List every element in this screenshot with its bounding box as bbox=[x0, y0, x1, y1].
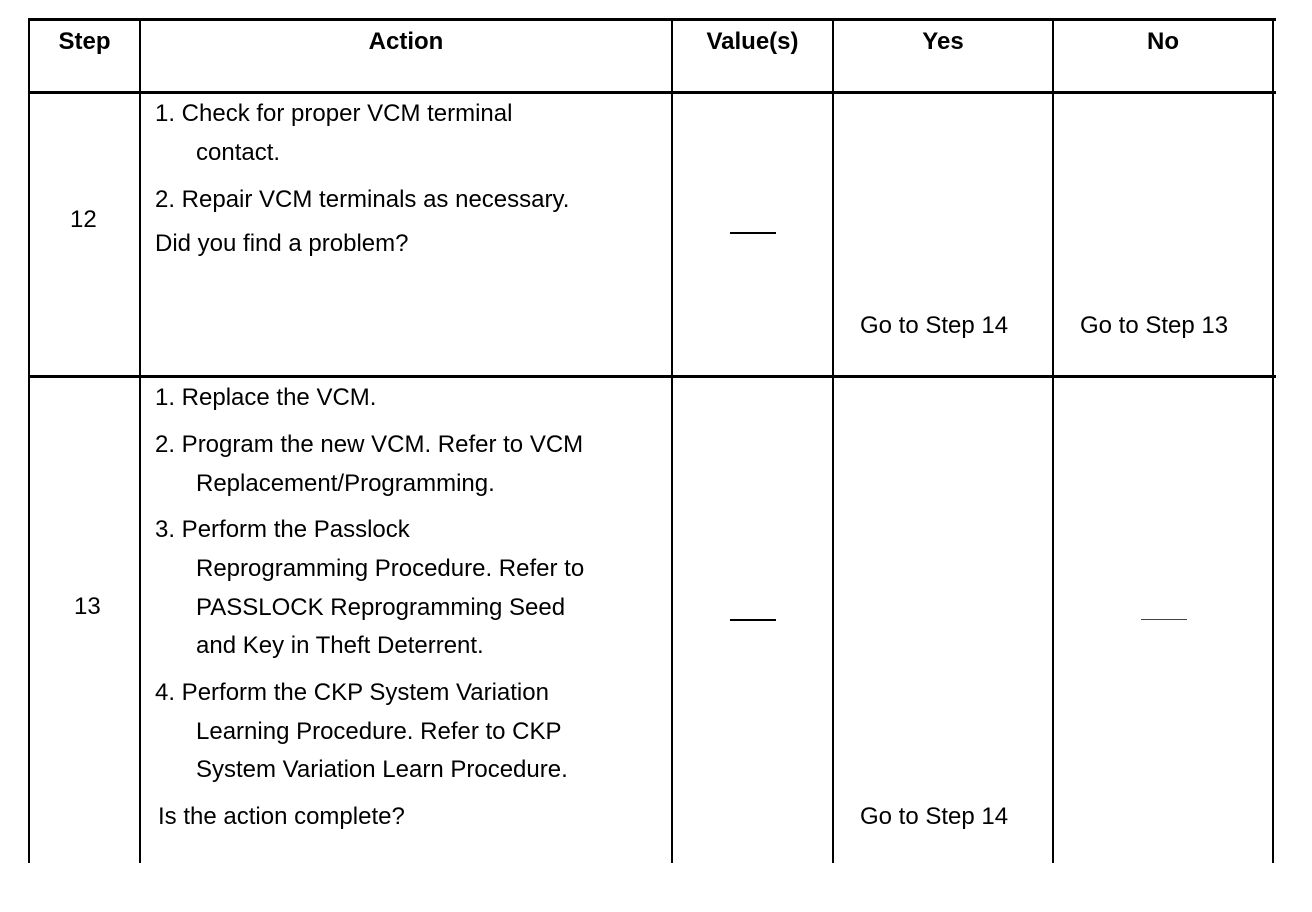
action-line: System Variation Learn Procedure. bbox=[196, 756, 568, 783]
action-line: 4. Perform the CKP System Variation bbox=[155, 679, 549, 706]
yes-result: Go to Step 14 bbox=[860, 312, 1009, 339]
table-top-border bbox=[28, 18, 1276, 21]
action-line: and Key in Theft Deterrent. bbox=[196, 632, 484, 659]
action-line: Learning Procedure. Refer to CKP bbox=[196, 718, 562, 745]
column-divider bbox=[1052, 18, 1054, 863]
action-line: 1. Check for proper VCM terminal bbox=[155, 100, 513, 127]
action-line: 2. Repair VCM terminals as necessary. bbox=[155, 186, 570, 213]
action-question: Did you find a problem? bbox=[155, 230, 409, 257]
value-dash bbox=[730, 232, 776, 234]
column-divider bbox=[139, 18, 141, 863]
value-dash bbox=[730, 619, 776, 621]
action-line: Replacement/Programming. bbox=[196, 470, 495, 497]
no-result: Go to Step 13 bbox=[1080, 312, 1229, 339]
header-bottom-border bbox=[28, 91, 1276, 94]
action-line: contact. bbox=[196, 139, 281, 166]
table-right-border bbox=[1272, 18, 1274, 863]
action-line: 1. Replace the VCM. bbox=[155, 384, 377, 411]
action-line: 2. Program the new VCM. Refer to VCM bbox=[155, 431, 584, 458]
no-dash bbox=[1141, 619, 1187, 620]
header-no: No bbox=[1147, 28, 1179, 55]
action-line: 3. Perform the Passlock bbox=[155, 516, 410, 543]
row-divider bbox=[28, 375, 1276, 378]
table-left-border bbox=[28, 18, 30, 863]
header-step: Step bbox=[58, 28, 111, 55]
header-action: Action bbox=[368, 28, 444, 55]
step-number: 13 bbox=[74, 593, 101, 620]
column-divider bbox=[832, 18, 834, 863]
header-yes: Yes bbox=[922, 28, 964, 55]
action-question: Is the action complete? bbox=[158, 803, 405, 830]
action-line: Reprogramming Procedure. Refer to bbox=[196, 555, 585, 582]
yes-result: Go to Step 14 bbox=[860, 803, 1009, 830]
action-line: PASSLOCK Reprogramming Seed bbox=[196, 594, 566, 621]
step-number: 12 bbox=[70, 206, 97, 233]
header-values: Value(s) bbox=[706, 28, 799, 55]
column-divider bbox=[671, 18, 673, 863]
